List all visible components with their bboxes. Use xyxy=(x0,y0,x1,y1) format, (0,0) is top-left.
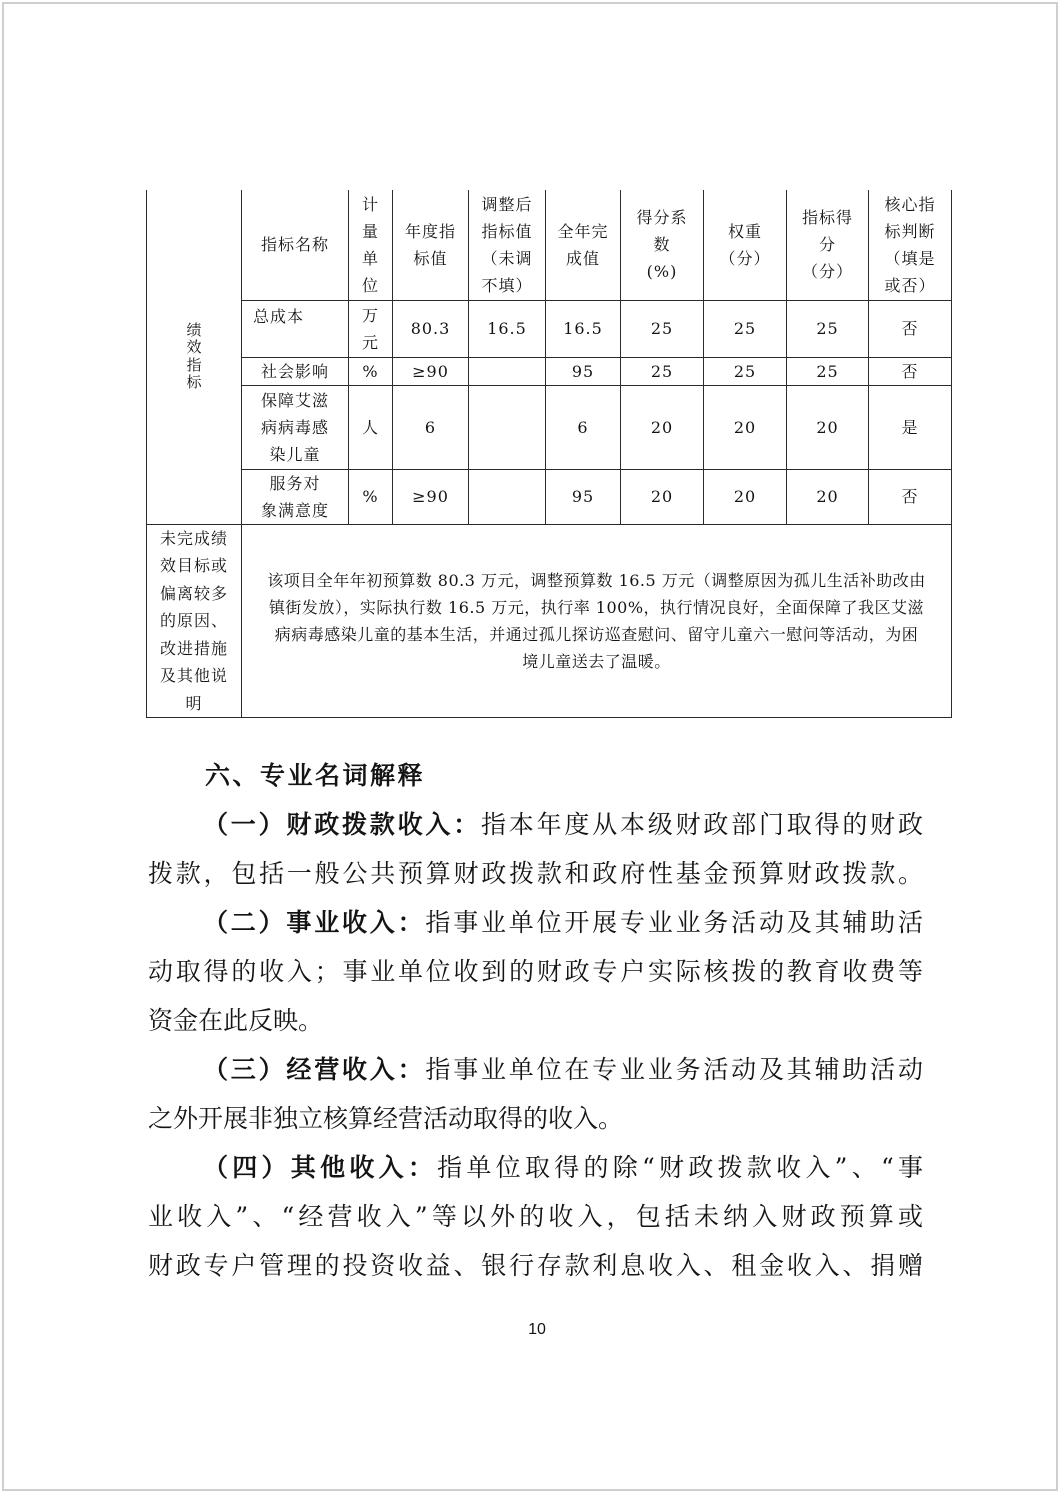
cell-adjusted-target xyxy=(469,357,546,385)
table-header-row xyxy=(147,190,952,300)
indicator-row xyxy=(147,385,952,469)
definition-text-line: 业收入”、“经营收入”等以外的收入，包括未纳入财政预算或 xyxy=(148,1202,923,1231)
header-indicator-name: 指标名称 xyxy=(242,190,349,300)
definition-term: （一）财政拨款收入： xyxy=(203,810,481,839)
cell-indicator-score: 25 xyxy=(787,357,869,385)
cell-score-coefficient: 25 xyxy=(621,357,704,385)
definition-text-line: 动取得的收入；事业单位收到的财政专户实际核拨的教育收费等 xyxy=(148,957,923,986)
definition-text-line: 财政专户管理的投资收益、银行存款利息收入、租金收入、捐赠 xyxy=(148,1251,923,1280)
header-actual-value: 全年完 成值 xyxy=(546,190,621,300)
definition-text-line: 资金在此反映。 xyxy=(148,1006,324,1035)
header-unit: 计 量 单 位 xyxy=(349,190,393,300)
definition-paragraph xyxy=(148,800,923,898)
cell-actual-value: 16.5 xyxy=(546,300,621,357)
cell-indicator-name: 总成本 xyxy=(242,300,349,357)
performance-indicator-table xyxy=(146,190,952,718)
cell-weight: 20 xyxy=(704,385,787,469)
cell-actual-value: 95 xyxy=(546,357,621,385)
cell-indicator-name: 社会影响 xyxy=(242,357,349,385)
definition-text: 指事业单位开展专业业务活动及其辅助活 xyxy=(425,908,923,937)
header-annual-target: 年度指 标值 xyxy=(393,190,469,300)
definition-term: （二）事业收入： xyxy=(203,908,426,937)
cell-weight: 25 xyxy=(704,300,787,357)
definition-text: 指单位取得的除“财政拨款收入”、“事 xyxy=(437,1153,923,1182)
header-indicator-score: 指标得 分 （分） xyxy=(787,190,869,300)
definition-first-line xyxy=(148,800,923,849)
cell-score-coefficient: 25 xyxy=(621,300,704,357)
cell-indicator-name: 保障艾滋 病病毒感 染儿童 xyxy=(242,385,349,469)
cell-weight: 20 xyxy=(704,469,787,524)
indicator-row xyxy=(147,469,952,524)
definition-text: 指事业单位在专业业务活动及其辅助活动 xyxy=(425,1055,923,1084)
definition-paragraph xyxy=(148,898,923,1045)
cell-adjusted-target xyxy=(469,385,546,469)
indicator-row xyxy=(147,357,952,385)
definition-paragraph xyxy=(148,1045,923,1143)
section-heading: 六、专业名词解释 xyxy=(205,761,426,790)
definition-paragraph xyxy=(148,1143,923,1290)
indicator-row xyxy=(147,300,952,357)
cell-actual-value: 6 xyxy=(546,385,621,469)
header-weight: 权重 （分） xyxy=(704,190,787,300)
cell-adjusted-target xyxy=(469,469,546,524)
notes-label: 未完成绩 效目标或 偏离较多 的原因、 改进措施 及其他说 明 xyxy=(147,524,242,718)
definition-first-line xyxy=(148,1143,923,1192)
header-score-coefficient: 得分系 数 (%) xyxy=(621,190,704,300)
cell-unit: % xyxy=(349,357,393,385)
definition-first-line xyxy=(148,1045,923,1094)
header-adjusted-target: 调整后 指标值 （未调 不填） xyxy=(469,190,546,300)
cell-indicator-score: 20 xyxy=(787,385,869,469)
header-core-indicator: 核心指 标判断 （填是 或否） xyxy=(869,190,952,300)
cell-annual-target: 80.3 xyxy=(393,300,469,357)
cell-adjusted-target: 16.5 xyxy=(469,300,546,357)
cell-unit: 万 元 xyxy=(349,300,393,357)
cell-indicator-score: 20 xyxy=(787,469,869,524)
cell-indicator-score: 25 xyxy=(787,300,869,357)
definition-text-line: 之外开展非独立核算经营活动取得的收入。 xyxy=(148,1104,624,1133)
cell-score-coefficient: 20 xyxy=(621,385,704,469)
cell-weight: 25 xyxy=(704,357,787,385)
page-number: 10 xyxy=(528,1321,546,1338)
notes-text: 该项目全年年初预算数 80.3 万元，调整预算数 16.5 万元（调整原因为孤儿生活补助改由 镇街发放），实际执行数 16.5 万元，执行率 100%，执行情况良好，全面保障了我区艾滋 病病毒感染儿童的基本生活，并通过孤儿探访巡查慰问、留守儿童六一慰问等活动，为困 境儿童送去了温暖。 xyxy=(242,524,952,718)
cell-actual-value: 95 xyxy=(546,469,621,524)
cell-core-indicator: 否 xyxy=(869,357,952,385)
notes-row xyxy=(147,524,952,718)
definition-first-line xyxy=(148,898,923,947)
cell-core-indicator: 否 xyxy=(869,300,952,357)
cell-unit: % xyxy=(349,469,393,524)
definition-text-line: 拨款，包括一般公共预算财政拨款和政府性基金预算财政拨款。 xyxy=(148,859,923,888)
glossary-section xyxy=(148,751,923,1290)
cell-core-indicator: 是 xyxy=(869,385,952,469)
cell-annual-target: ≥90 xyxy=(393,357,469,385)
cell-annual-target: 6 xyxy=(393,385,469,469)
section-label-performance-indicators: 绩 效 指 标 xyxy=(147,190,242,524)
cell-annual-target: ≥90 xyxy=(393,469,469,524)
cell-score-coefficient: 20 xyxy=(621,469,704,524)
cell-core-indicator: 否 xyxy=(869,469,952,524)
definition-text: 指本年度从本级财政部门取得的财政 xyxy=(481,810,923,839)
definition-term: （三）经营收入： xyxy=(203,1055,426,1084)
definition-term: （四）其他收入： xyxy=(203,1153,438,1182)
cell-unit: 人 xyxy=(349,385,393,469)
cell-indicator-name: 服务对 象满意度 xyxy=(242,469,349,524)
